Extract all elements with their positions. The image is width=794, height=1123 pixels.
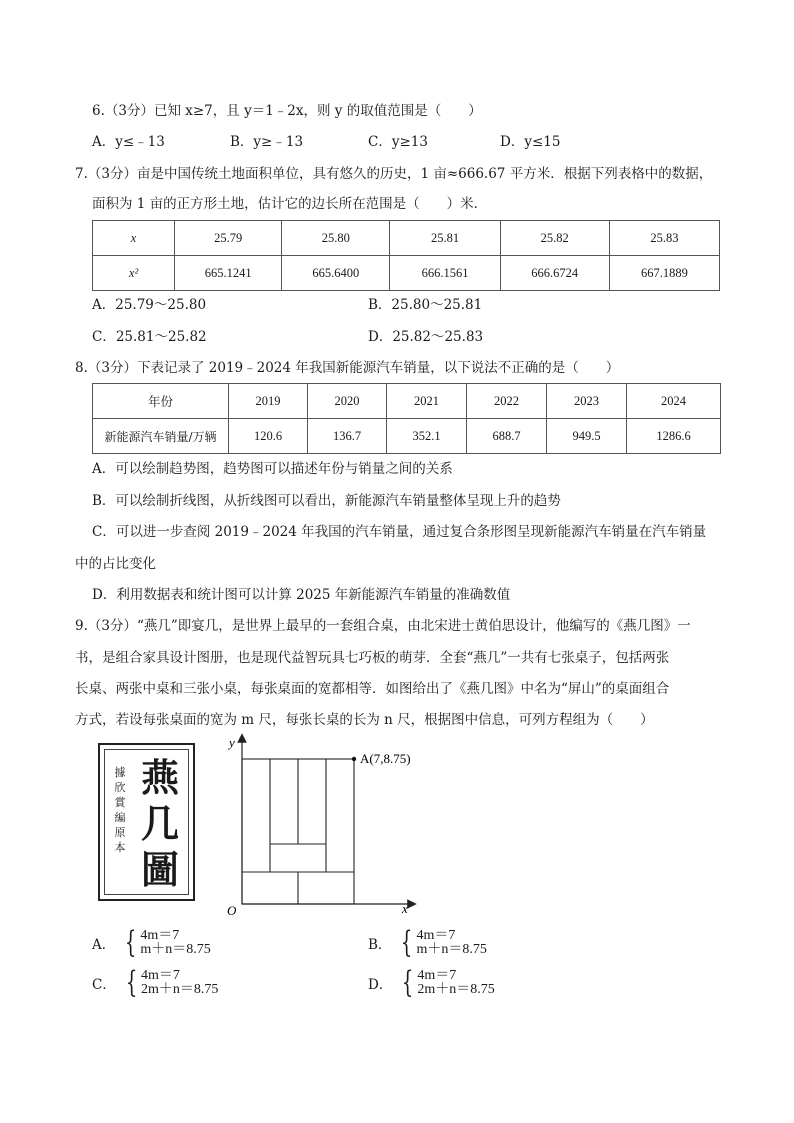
q7-x-cell: 25.83 xyxy=(609,221,719,256)
q8-year-cell: 2020 xyxy=(308,384,387,419)
equation: 4m＝7 xyxy=(417,968,457,983)
q7-x2-cell: 666.6724 xyxy=(500,256,609,291)
table-row xyxy=(93,256,720,291)
q8-stem: 8.（3分）下表记录了 2019﹣2024 年我国新能源汽车销量，以下说法不正确的是（ ） xyxy=(75,360,620,376)
equation: 4m＝7 xyxy=(140,928,180,943)
q9-option-d[interactable] xyxy=(368,965,495,1000)
equation: 2m＋n＝8.75 xyxy=(417,982,495,997)
yanji-tu-book-cover xyxy=(98,743,195,901)
equation: m＋n＝8.75 xyxy=(416,942,487,957)
q7-table xyxy=(92,220,720,291)
q7-option-c[interactable]: C．25.81～25.82 xyxy=(92,329,207,345)
q8-option-d[interactable]: D．利用数据表和统计图可以计算 2025 年新能源汽车销量的准确数值 xyxy=(92,587,511,603)
brace-icon: { xyxy=(401,925,413,960)
q8-year-cell: 2021 xyxy=(387,384,467,419)
q7-x2-cell: 665.1241 xyxy=(175,256,282,291)
q7-stem-line2: 面积为 1 亩的正方形土地，估计它的边长所在范围是（ ）米． xyxy=(92,196,488,212)
book-cover-small-text: 據欣賞編原本 xyxy=(114,766,126,854)
q7-x2-cell: 667.1889 xyxy=(609,256,719,291)
q8-sales-cell: 688.7 xyxy=(467,419,547,454)
brace-icon: { xyxy=(402,965,414,1000)
q8-sales-cell: 949.5 xyxy=(547,419,627,454)
table-row xyxy=(93,384,721,419)
q6-option-c[interactable]: C．y≥13 xyxy=(368,134,428,150)
q6-stem: 6.（3分）已知 x≥7，且 y＝1﹣2x，则 y 的取值范围是（ ） xyxy=(92,103,482,119)
q6-option-b[interactable]: B．y≥﹣13 xyxy=(230,134,304,150)
q7-row-label-x2: x² xyxy=(93,256,175,291)
equation-system xyxy=(417,969,494,997)
q9-option-b[interactable] xyxy=(368,925,487,960)
x-axis-label: x xyxy=(402,901,408,916)
q8-sales-cell: 136.7 xyxy=(308,419,387,454)
q7-x-cell: 25.80 xyxy=(282,221,390,256)
q8-sales-cell: 120.6 xyxy=(229,419,308,454)
pingshan-figure xyxy=(220,732,420,922)
point-a xyxy=(352,757,356,761)
q6-option-a[interactable]: A．y≤﹣13 xyxy=(92,134,165,150)
q8-table xyxy=(92,383,721,454)
q9-stem-line3: 长桌、两张中桌和三张小桌，每张桌面的宽都相等．如图给出了《燕几图》中名为“屏山”的桌面组合 xyxy=(75,681,670,697)
equation-system xyxy=(417,929,487,957)
q9-option-a[interactable] xyxy=(92,925,211,960)
q9-stem-line2: 书，是组合家具设计图册，也是现代益智玩具七巧板的萌芽．全套“燕几”一共有七张桌子，包括两张 xyxy=(75,650,670,666)
brace-icon: { xyxy=(125,965,138,1000)
q7-x-cell: 25.82 xyxy=(500,221,609,256)
q7-option-a[interactable]: A．25.79～25.80 xyxy=(92,297,207,313)
q8-row-label-year: 年份 xyxy=(93,384,229,419)
equation: 4m＝7 xyxy=(140,968,180,983)
y-axis-label: y xyxy=(229,735,235,750)
q7-stem-line1: 7.（3分）亩是中国传统土地面积单位，具有悠久的历史，1 亩≈666.67 平方米．根据下列表格中的数据， xyxy=(75,166,713,182)
q8-option-a[interactable]: A．可以绘制趋势图，趋势图可以描述年份与销量之间的关系 xyxy=(92,461,453,477)
equation-system xyxy=(140,929,210,957)
q9-option-c[interactable] xyxy=(92,965,219,1000)
q7-x-cell: 25.79 xyxy=(175,221,282,256)
q8-year-cell: 2022 xyxy=(467,384,547,419)
equation-system xyxy=(141,969,218,997)
q7-x-cell: 25.81 xyxy=(390,221,500,256)
equation: 4m＝7 xyxy=(416,928,456,943)
equation: 2m＋n＝8.75 xyxy=(140,982,219,997)
q9-option-a-label: A． xyxy=(92,937,116,953)
book-cover-title: 燕几圖 xyxy=(140,755,179,892)
table-row xyxy=(93,221,720,256)
brace-icon: { xyxy=(125,925,137,960)
q7-x2-cell: 665.6400 xyxy=(282,256,390,291)
q7-option-b[interactable]: B．25.80～25.81 xyxy=(368,297,483,313)
q7-row-label-x: x xyxy=(93,221,175,256)
q8-year-cell: 2019 xyxy=(229,384,308,419)
origin-label: O xyxy=(227,903,237,918)
q7-option-d[interactable]: D．25.82～25.83 xyxy=(368,329,484,345)
equation: m＋n＝8.75 xyxy=(140,942,211,957)
q8-option-c-line2: 中的占比变化 xyxy=(75,556,156,572)
point-a-label: A(7,8.75) xyxy=(360,751,411,766)
q9-stem-line4: 方式，若设每张桌面的宽为 m 尺，每张长桌的长为 n 尺，根据图中信息，可列方程组为（ ） xyxy=(75,712,654,728)
q8-option-b[interactable]: B．可以绘制折线图，从折线图可以看出，新能源汽车销量整体呈现上升的趋势 xyxy=(92,493,561,509)
q9-option-d-label: D． xyxy=(368,977,393,993)
q9-option-b-label: B． xyxy=(368,937,392,953)
q9-stem-line1: 9.（3分）“燕几”即宴几，是世界上最早的一套组合桌，由北宋进士黄伯思设计，他编写的《燕几图》一 xyxy=(75,618,691,634)
q6-option-d[interactable]: D．y≤15 xyxy=(500,134,561,150)
q8-year-cell: 2024 xyxy=(627,384,721,419)
q8-option-c-line1[interactable]: C．可以进一步查阅 2019﹣2024 年我国的汽车销量，通过复合条形图呈现新能源汽车销量在汽车销量 xyxy=(92,524,707,540)
q8-sales-cell: 352.1 xyxy=(387,419,467,454)
q9-option-c-label: C． xyxy=(92,977,116,993)
q8-sales-cell: 1286.6 xyxy=(627,419,721,454)
q8-row-label-sales: 新能源汽车销量/万辆 xyxy=(93,419,229,454)
q8-year-cell: 2023 xyxy=(547,384,627,419)
table-row xyxy=(93,419,721,454)
q7-x2-cell: 666.1561 xyxy=(390,256,500,291)
